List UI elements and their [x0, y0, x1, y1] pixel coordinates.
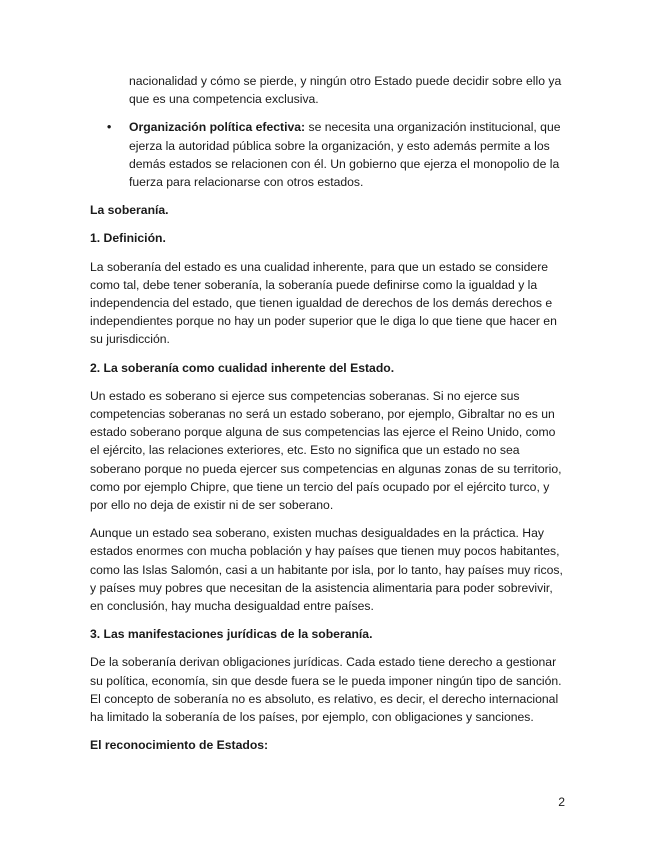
section-heading-definicion: 1. Definición. [90, 231, 166, 246]
bullet-item [107, 118, 568, 191]
section-heading-manifestaciones: 3. Las manifestaciones jurídicas de la soberanía. [90, 627, 373, 642]
paragraph-manifestaciones: De la soberanía derivan obligaciones jurídicas. Cada estado tiene derecho a gestionar su política, economía, sin que desde fuera se le pueda imponer ningún tipo de sanción. El concepto de soberanía no es absoluto, es relativo, es decir, el derecho internacional ha limitado la soberanía de los países, por ejemplo, con obligaciones y sanciones. [90, 655, 562, 725]
section-heading-reconocimiento: El reconocimiento de Estados: [90, 738, 269, 753]
section-heading-cualidad: 2. La soberanía como cualidad inherente del Estado. [90, 360, 395, 375]
paragraph-cualidad-2: Aunque un estado sea soberano, existen muchas desigualdades en la práctica. Hay estados enormes con mucha población y hay países que tienen muy pocos habitantes, como las Islas Salomón, casi a un habitante por isla, por lo tanto, hay países muy ricos, y países muy pobres que necesitan de la asistencia alimentaria para poder sobrevivir, en conclusión, hay mucha desigualdad entre países. [90, 526, 563, 614]
bullet-text: se necesita una organización institucional, que ejerza la autoridad pública sobre la organización, y esto además permite a los demás estados se relacionen con él. Un gobierno que ejerza el monopolio de la fuerza para relacionarse con otros estados. [129, 120, 561, 190]
bullet-term: Organización política efectiva: [129, 120, 306, 135]
bullet-icon: • [107, 120, 112, 135]
section-heading-soberania: La soberanía. [90, 203, 169, 218]
paragraph-cualidad-1: Un estado es soberano si ejerce sus competencias soberanas. Si no ejerce sus competencias soberanas no será un estado soberano, por ejemplo, Gibraltar no es un estado soberano porque alguna de sus competencias las ejerce el Reino Unido, como el ejército, las relaciones exteriores, etc. Esto no significa que un estado no sea soberano porque no pueda ejercer sus competencias en algunas zonas de su territorio, como por ejemplo Chipre, que tiene un tercio del país ocupado por el ejército turco, y por ello no deja de existir ni de ser soberano. [90, 388, 562, 513]
page-number: 2 [558, 795, 565, 809]
page-content [90, 72, 568, 765]
paragraph-definicion: La soberanía del estado es una cualidad inherente, para que un estado se considere como tal, debe tener soberanía, la soberanía puede definirse como la igualdad y la independencia del estado, que tienen igualdad de derechos de los demás derechos e independientes porque no hay un poder superior que le diga lo que tiene que hacer en su jurisdicción. [90, 259, 557, 347]
continuation-paragraph: nacionalidad y cómo se pierde, y ningún otro Estado puede decidir sobre ello ya que es una competencia exclusiva. [129, 74, 562, 107]
